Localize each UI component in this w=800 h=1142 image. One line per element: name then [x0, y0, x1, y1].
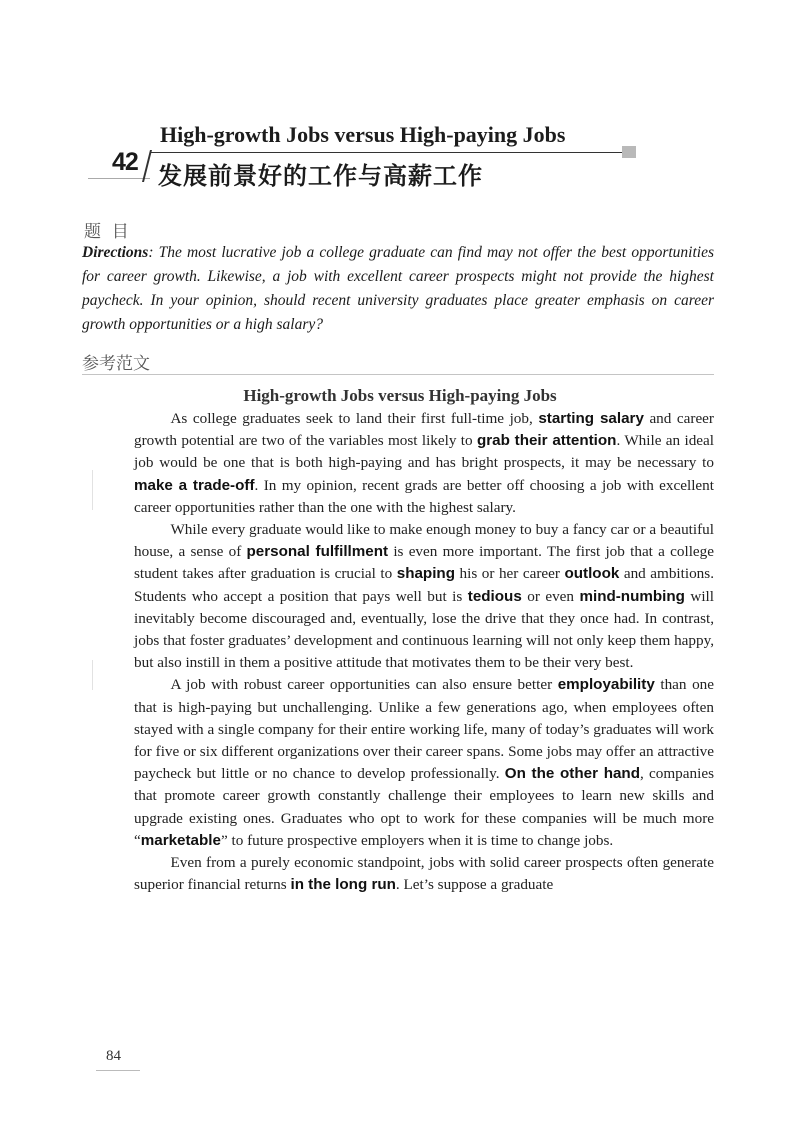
- keyword: mind-numbing: [579, 587, 685, 605]
- essay-paragraph-1: As college graduates seek to land their first full-time job, starting salary and career growth potential are two of the variables most likely to grab their attention. While an ideal job would be one that is both high-paying and has bright prospects, it may be necessary to make a trade-off. In my opinion, recent grads are better off choosing a job with excellent career opportunities rather than the one with the highest salary.: [134, 410, 715, 516]
- directions-lead: Directions: [82, 244, 149, 261]
- essay-paragraph-3: A job with robust career opportunities can also ensure better employability than one that is high-paying but unchallenging. Unlike a few generations ago, when employees often stayed with a single company for their entire working life, many of today’s graduates will work for five or six different organizations over their career spans. Some jobs may offer an attractive paycheck but little or no chance to develop professionally. On the other hand, companies that promote career growth constantly challenge their employees to learn new skills and upgrade existing ones. Graduates who opt to work for these companies will be much more “marketable” to future prospective employers when it is time to change jobs.: [134, 676, 715, 849]
- page-number: 84: [106, 1048, 121, 1064]
- directions-body: : The most lucrative job a college graduate can find may not offer the best opportunities for career growth. Likewise, a job with excellent career prospects might not provide the highest paycheck. In your opinion, should recent university graduates place greater emphasis on career growth opportunities or a high salary?: [82, 244, 714, 333]
- keyword: starting salary: [538, 410, 644, 427]
- prompt-section-label: 题 目: [84, 222, 129, 242]
- reference-rule: [82, 374, 714, 375]
- keyword: in the long run: [290, 876, 396, 894]
- reference-section-label: 参考范文: [82, 354, 150, 374]
- page-number-rule: [96, 1070, 140, 1071]
- chapter-title-chinese: 发展前景好的工作与高薪工作: [158, 161, 483, 190]
- essay-paragraph-2: While every graduate would like to make enough money to buy a fancy car or a beautiful house, a sense of personal fulfillment is even more important. The first job that a college student takes after graduation is crucial to shaping his or her career outlook and ambitions. Students who accept a position that pays well but is tedious or even mind-numbing will inevitably become discouraged and, eventually, lose the drive that they once had. In contrast, jobs that foster graduates’ development and continuous learning will not only keep them happy, but also instill in them a positive attitude that motivates them to be their very best.: [134, 521, 715, 672]
- keyword: personal fulfillment: [246, 543, 389, 561]
- chapter-title-english: High-growth Jobs versus High-paying Jobs: [160, 122, 566, 147]
- keyword: shaping: [396, 565, 455, 583]
- keyword: On the other hand: [504, 765, 640, 783]
- keyword: employability: [557, 676, 655, 694]
- keyword: make a trade-off: [134, 476, 255, 494]
- margin-mark: [92, 470, 93, 510]
- keyword: tedious: [467, 587, 522, 605]
- chapter-number: 42: [112, 148, 138, 176]
- essay-body: [134, 408, 714, 896]
- essay-title: High-growth Jobs versus High-paying Jobs: [243, 386, 557, 405]
- essay-paragraph-4: Even from a purely economic standpoint, jobs with solid career prospects often generate superior financial returns in the long run. Let’s suppose a graduate: [134, 854, 714, 894]
- header-rule: [150, 152, 622, 153]
- keyword: outlook: [564, 565, 620, 583]
- margin-mark: [92, 660, 93, 690]
- directions-text: [82, 241, 714, 337]
- keyword: marketable: [140, 831, 221, 849]
- chapter-number-underline: [88, 178, 150, 179]
- keyword: grab their attention: [476, 432, 617, 450]
- header-rule-end-mark: [622, 146, 636, 158]
